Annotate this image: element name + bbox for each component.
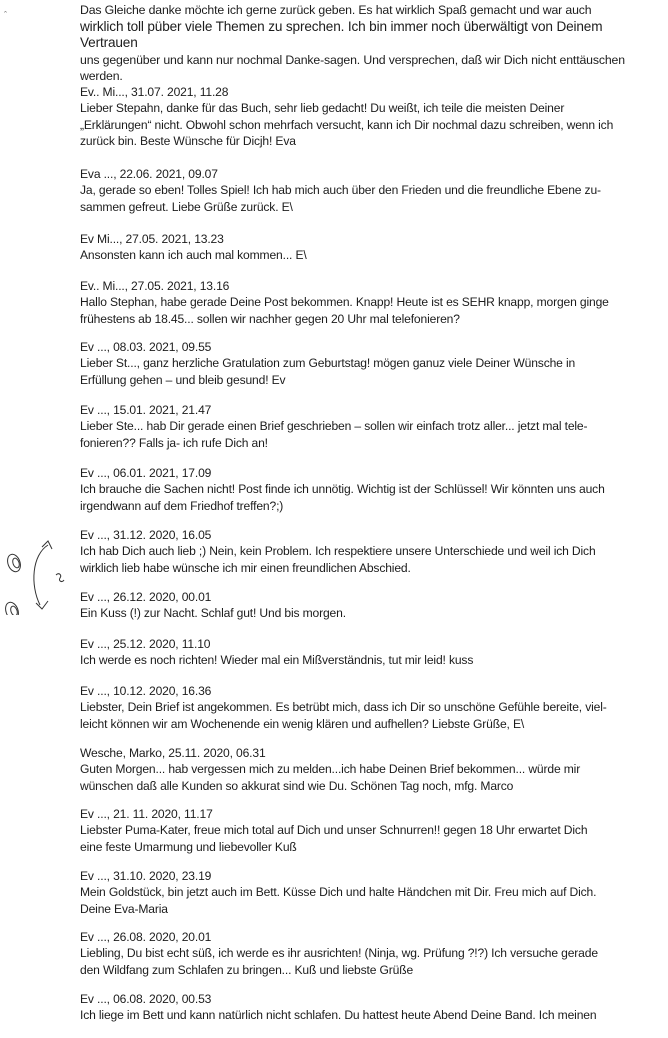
message-header: Ev ..., 10.12. 2020, 16.36: [80, 684, 212, 698]
message-line: Lieber St..., ganz herzliche Gratulation zum Geburtstag! mögen ganuz viele Deiner Wünsche in: [80, 356, 576, 370]
message-line: Liebling, Du bist echt süß, ich werde es ihr ausrichten! (Ninja, wg. Prüfung ?!?) Ich versuche gerade: [80, 946, 598, 960]
message-line: Erfüllung gehen – und bleib gesund! Ev: [80, 372, 286, 387]
message-header: Ev.. Mi..., 27.05. 2021, 13.16: [80, 279, 230, 293]
intro-line: Das Gleiche danke möchte ich gerne zurück geben. Es hat wirklich Spaß gemacht und war auch: [80, 3, 592, 17]
message-entry: [80, 929, 662, 978]
message-header: Ev ..., 26.12. 2020, 00.01: [80, 590, 212, 604]
message-line: frühestens ab 18.45... sollen wir nachher gegen 20 Uhr mal telefonieren?: [80, 311, 460, 326]
message-line: Liebster Puma-Kater, freue mich total auf Dich und unser Schnurren!! gegen 18 Uhr erwartet Dich: [80, 823, 588, 837]
message-line: wünschen daß alle Kunden so akkurat sind wie Du. Schönen Tag noch, mfg. Marco: [80, 778, 514, 793]
message-line: Liebster, Dein Brief ist angekommen. Es betrübt mich, dass ich Dir so unschöne Gefühle bereite, viel-: [80, 700, 607, 714]
message-entry: [80, 278, 662, 327]
intro-line: werden.: [80, 69, 123, 83]
message-line: leicht können wir am Wochenende ein wenig klären und aufhellen? Liebste Grüße, E\: [80, 716, 525, 731]
intro-line: uns gegenüber und kann nur nochmal Danke-sagen. Und versprechen, daß wir Dich nicht enttäuschen: [80, 52, 625, 67]
message-line: Ich brauche die Sachen nicht! Post finde ich unnötig. Wichtig ist der Schlüssel! Wir könnten uns auch: [80, 482, 605, 496]
message-line: Guten Morgen... hab vergessen mich zu melden...ich habe Deinen Brief bekommen... würde mir: [80, 762, 581, 776]
message-line: Ansonsten kann ich auch mal kommen... E\: [80, 248, 307, 262]
message-header: Ev.. Mi..., 31.07. 2021, 11.28: [80, 85, 229, 99]
intro-line: wirklich toll püber viele Themen zu sprechen. Ich bin immer noch überwältigt von Deinem Vertrauen: [80, 18, 603, 50]
message-line: Ich werde es noch richten! Wieder mal ein Mißverständnis, tut mir leid! kuss: [80, 653, 474, 667]
message-header: Ev Mi..., 27.05. 2021, 13.23: [80, 232, 224, 246]
message-line: Ja, gerade so eben! Tolles Spiel! Ich hab mich auch über den Frieden und die freundliche Ebene zu-: [80, 183, 601, 197]
message-header: Ev ..., 31.12. 2020, 16.05: [80, 528, 212, 542]
message-header: Ev ..., 08.03. 2021, 09.55: [80, 340, 212, 354]
message-header: Ev ..., 15.01. 2021, 21.47: [80, 403, 212, 417]
message-entry: [80, 589, 662, 622]
message-header: Ev ..., 21. 11. 2020, 11.17: [80, 807, 213, 821]
message-line: Ich liege im Bett und kann natürlich nicht schlafen. Du hattest heute Abend Deine Band. Ich meinen: [80, 1008, 597, 1022]
message-entry: [80, 166, 662, 215]
message-line: Ich hab Dich auch lieb ;) Nein, kein Problem. Ich respektiere unsere Unterschiede und weil ich Dich: [80, 544, 596, 558]
message-entry: [80, 231, 662, 264]
message-header: Ev ..., 25.12. 2020, 11.10: [80, 637, 211, 651]
message-line: Lieber Stepahn, danke für das Buch, sehr lieb gedacht! Du weißt, ich teile die meisten Deiner: [80, 101, 565, 115]
message-header: Ev ..., 06.08. 2020, 00.53: [80, 992, 212, 1006]
message-entry: [80, 683, 662, 732]
message-line: eine feste Umarmung und liebevoller Kuß: [80, 839, 297, 854]
stray-mark: ˆ: [4, 10, 7, 20]
message-header: Ev ..., 26.08. 2020, 20.01: [80, 930, 212, 944]
message-header: Ev ..., 06.01. 2021, 17.09: [80, 466, 212, 480]
message-line: sammen gefreut. Liebe Grüße zurück. E\: [80, 199, 293, 214]
message-entry: [80, 868, 662, 917]
message-line: wirklich lieb habe wünsche ich mir einen freundlichen Abschied.: [80, 560, 411, 575]
message-entry: [80, 745, 662, 794]
message-line: zurück bin. Beste Wünsche für Dicjh! Eva: [80, 134, 296, 148]
message-line: Deine Eva-Maria: [80, 901, 168, 916]
message-entry: [80, 806, 662, 855]
message-entry: [80, 339, 662, 388]
message-entry: [80, 84, 662, 150]
message-entry: [80, 991, 662, 1024]
message-entry: [80, 527, 662, 576]
message-entry: [80, 636, 662, 669]
handwritten-scribble-icon: [0, 535, 80, 615]
message-entry: [80, 465, 662, 514]
message-line: irgendwann auf dem Friedhof treffen?;): [80, 498, 284, 513]
message-entry: [80, 402, 662, 451]
message-line: den Wildfang zum Schlafen zu bringen... Kuß und liebste Grüße: [80, 962, 414, 977]
message-header: Eva ..., 22.06. 2021, 09.07: [80, 167, 218, 181]
message-line: fonieren?? Falls ja- ich rufe Dich an!: [80, 435, 268, 450]
message-header: Wesche, Marko, 25.11. 2020, 06.31: [80, 746, 266, 760]
message-header: Ev ..., 31.10. 2020, 23.19: [80, 869, 212, 883]
message-line: Hallo Stephan, habe gerade Deine Post bekommen. Knapp! Heute ist es SEHR knapp, morgen ginge: [80, 295, 609, 309]
message-line: Lieber Ste... hab Dir gerade einen Brief geschrieben – sollen wir einfach trotz aller... jetzt mal tele-: [80, 419, 588, 433]
message-line: „Erklärungen“ nicht. Obwohl schon mehrfach versucht, kann ich Dir nochmal dazu schreiben, wenn ich: [80, 117, 614, 132]
message-line: Mein Goldstück, bin jetzt auch im Bett. Küsse Dich und halte Händchen mit Dir. Freu mich auf Dich.: [80, 885, 597, 899]
message-line: Ein Kuss (!) zur Nacht. Schlaf gut! Und bis morgen.: [80, 606, 346, 620]
intro-paragraph: [80, 2, 660, 85]
